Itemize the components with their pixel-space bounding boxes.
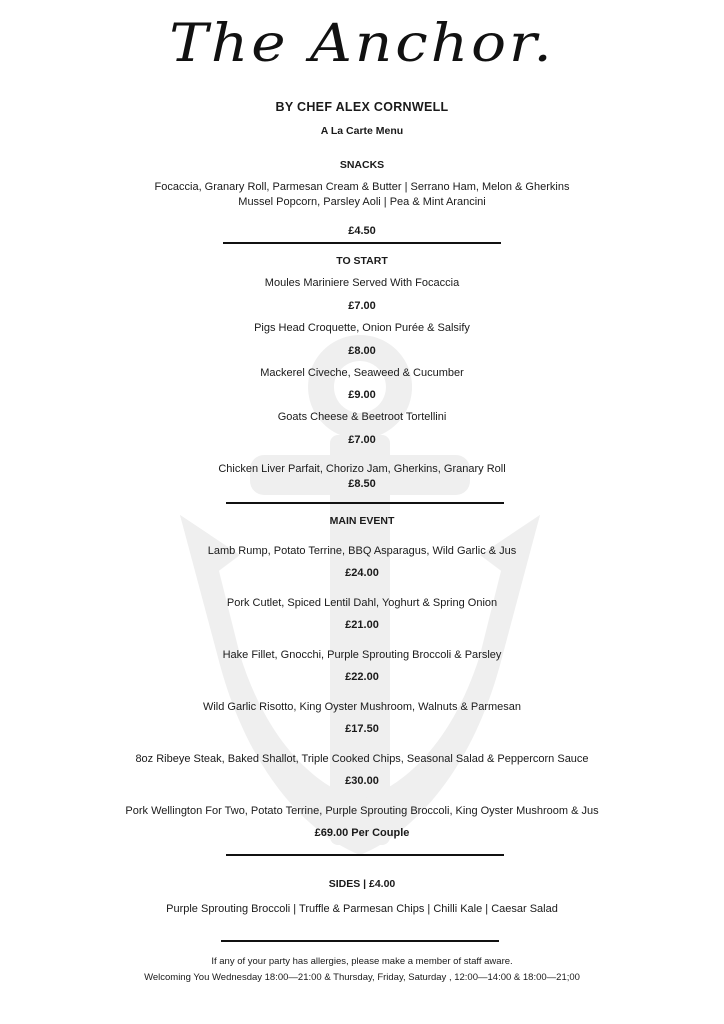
snacks-price: £4.50 xyxy=(348,225,376,237)
divider xyxy=(221,940,499,942)
starter-item-price: £9.00 xyxy=(348,389,376,401)
menu-type: A La Carte Menu xyxy=(320,125,404,137)
snacks-heading: SNACKS xyxy=(339,159,385,171)
main-item-price: £24.00 xyxy=(345,567,379,579)
main-item-price: £22.00 xyxy=(345,671,379,683)
main-item-name: Pork Wellington For Two, Potato Terrine, Purple Sprouting Broccoli, King Oyster Mushroom & Jus xyxy=(125,805,599,817)
snacks-line-2: Mussel Popcorn, Parsley Aoli | Pea & Mint Arancini xyxy=(238,196,486,208)
opening-hours: Welcoming You Wednesday 18:00—21:00 & Thursday, Friday, Saturday , 12:00—14:00 & 18:00—21;00 xyxy=(144,972,580,983)
starter-item-name: Chicken Liver Parfait, Chorizo Jam, Gherkins, Granary Roll xyxy=(218,463,506,475)
starter-item-price: £7.00 xyxy=(348,300,376,312)
main-item-price: £30.00 xyxy=(345,775,379,787)
starter-item-price: £7.00 xyxy=(348,434,376,446)
sides-items: Purple Sprouting Broccoli | Truffle & Parmesan Chips | Chilli Kale | Caesar Salad xyxy=(166,903,558,915)
main-item-name: Wild Garlic Risotto, King Oyster Mushroom, Walnuts & Parmesan xyxy=(202,701,522,713)
starter-item-name: Moules Mariniere Served With Focaccia xyxy=(264,277,460,289)
main-item-name: Lamb Rump, Potato Terrine, BBQ Asparagus, Wild Garlic & Jus xyxy=(207,545,517,557)
starter-item-name: Goats Cheese & Beetroot Tortellini xyxy=(277,411,447,423)
main-item-name: Pork Cutlet, Spiced Lentil Dahl, Yoghurt & Spring Onion xyxy=(226,597,498,609)
starters-heading: TO START xyxy=(336,255,388,267)
main-item-price: £69.00 Per Couple xyxy=(314,827,410,839)
chef-name: BY CHEF ALEX CORNWELL xyxy=(275,100,449,114)
mains-heading: MAIN EVENT xyxy=(329,515,395,527)
main-item-price: £21.00 xyxy=(345,619,379,631)
starter-item-price: £8.50 xyxy=(348,478,376,490)
starter-item-price: £8.00 xyxy=(348,345,376,357)
main-item-price: £17.50 xyxy=(345,723,379,735)
restaurant-logo: The Anchor. xyxy=(169,12,555,74)
main-item-name: 8oz Ribeye Steak, Baked Shallot, Triple Cooked Chips, Seasonal Salad & Peppercorn Sauce xyxy=(135,753,589,765)
divider xyxy=(223,242,501,244)
snacks-line-1: Focaccia, Granary Roll, Parmesan Cream & Butter | Serrano Ham, Melon & Gherkins xyxy=(154,181,570,193)
divider xyxy=(226,854,504,856)
main-item-name: Hake Fillet, Gnocchi, Purple Sprouting Broccoli & Parsley xyxy=(222,649,502,661)
starter-item-name: Mackerel Civeche, Seaweed & Cucumber xyxy=(260,367,464,379)
sides-heading: SIDES | £4.00 xyxy=(328,878,396,890)
allergy-notice: If any of your party has allergies, please make a member of staff aware. xyxy=(211,956,513,967)
starter-item-name: Pigs Head Croquette, Onion Purée & Salsify xyxy=(254,322,470,334)
divider xyxy=(226,502,504,504)
